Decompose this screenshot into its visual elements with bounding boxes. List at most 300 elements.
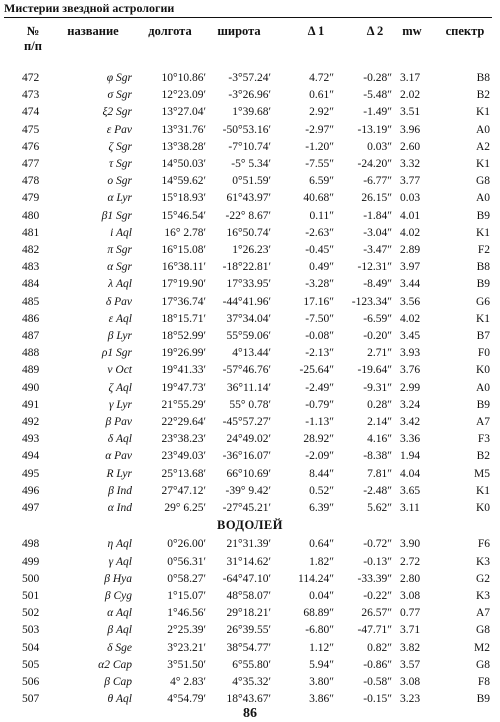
row-number: 492 [22, 416, 40, 428]
row-number: 482 [22, 244, 40, 256]
longitude: 2°25.39′ [167, 624, 206, 637]
delta-1: 0.52″ [309, 484, 334, 497]
star-name: β Hya [104, 572, 132, 585]
star-name: β Cyg [104, 590, 132, 602]
star-name: β Lyr [107, 330, 132, 342]
delta-1: 8.44″ [309, 467, 334, 480]
latitude: -3°57.24′ [228, 72, 271, 84]
delta-1: 28.92″ [303, 433, 334, 446]
longitude: 14°59.62′ [161, 175, 206, 188]
table-row [0, 674, 500, 691]
table-row [0, 466, 500, 483]
delta-2: -0.13″ [363, 555, 392, 568]
magnitude: 3.97 [400, 261, 421, 274]
delta-1: -2.97″ [305, 123, 334, 136]
row-number: 473 [22, 89, 40, 102]
delta-2: 0.28″ [367, 398, 392, 411]
delta-1: 3.80″ [309, 676, 334, 688]
row-number: 486 [22, 312, 40, 325]
delta-1: -2.49″ [305, 381, 334, 394]
longitude: 19°47.73′ [161, 381, 206, 394]
star-name: ε Pav [106, 123, 132, 136]
spectrum: A0 [475, 192, 490, 205]
star-name: δ Pav [105, 295, 132, 308]
star-name: η Aql [107, 538, 132, 551]
longitude: 29° 6.25′ [164, 502, 206, 514]
delta-2: -6.59″ [363, 312, 392, 325]
latitude: 38°54.77′ [226, 641, 271, 654]
magnitude: 2.80 [400, 572, 421, 585]
magnitude: 2.89 [400, 244, 421, 256]
magnitude: 3.71 [400, 624, 421, 637]
magnitude: 3.36 [400, 433, 421, 446]
magnitude: 3.96 [400, 123, 421, 136]
table-row [0, 208, 500, 225]
magnitude: 3.17 [400, 72, 421, 84]
latitude: -36°16.07′ [222, 450, 271, 463]
latitude: 55°59.06′ [226, 330, 271, 342]
delta-1: -2.09″ [305, 450, 334, 463]
row-number: 504 [22, 641, 40, 654]
section-title: ВОДОЛЕЙ [216, 518, 283, 533]
delta-2: 7.81″ [367, 467, 392, 480]
delta-2: -8.38″ [363, 450, 392, 463]
table-row [0, 397, 500, 414]
star-name: i Aql [110, 226, 132, 239]
magnitude: 4.02 [400, 226, 421, 239]
longitude: 22°29.64′ [161, 416, 206, 428]
delta-2: -9.31″ [363, 381, 392, 394]
spectrum: K3 [475, 555, 490, 568]
table-row [0, 622, 500, 639]
header-name: название [67, 24, 119, 38]
magnitude: 0.03 [400, 192, 421, 205]
longitude: 12°23.09′ [161, 89, 206, 102]
star-name: δ Aql [107, 433, 132, 446]
table-row [0, 294, 500, 311]
delta-2: 2.71″ [367, 347, 392, 360]
delta-1: -7.55″ [305, 158, 334, 170]
magnitude: 3.23 [400, 693, 421, 706]
table-row [0, 448, 500, 465]
latitude: 24°49.02′ [226, 433, 271, 446]
spectrum: G8 [475, 658, 490, 671]
latitude: 16°50.74′ [226, 226, 271, 239]
row-number: 489 [22, 364, 40, 377]
latitude: 36°11.14′ [226, 381, 271, 394]
delta-2: -0.22″ [363, 590, 392, 602]
spectrum: B2 [476, 450, 490, 463]
delta-1: 0.49″ [309, 261, 334, 274]
spectrum: B8 [476, 72, 490, 84]
row-number: 472 [22, 72, 40, 84]
row-number: 491 [22, 398, 40, 411]
latitude: -5° 5.34′ [231, 158, 271, 170]
delta-1: 0.64″ [309, 538, 334, 551]
delta-2: -2.48″ [363, 484, 392, 497]
spectrum: G8 [475, 624, 490, 637]
latitude: -22° 8.67′ [225, 209, 271, 222]
delta-1: -0.45″ [305, 244, 334, 256]
row-number: 481 [22, 226, 40, 239]
star-name: β Ind [108, 484, 132, 497]
spectrum: F6 [477, 538, 490, 551]
magnitude: 3.08 [400, 590, 421, 602]
header-spectrum: спектр [445, 24, 485, 38]
table-row [0, 605, 500, 622]
star-name: γ Lyr [108, 398, 132, 411]
star-name: φ Sgr [106, 72, 132, 84]
latitude: 18°43.67′ [226, 693, 271, 706]
longitude: 21°55.29′ [161, 398, 206, 411]
delta-1: -0.79″ [305, 398, 334, 411]
longitude: 0°26.00′ [167, 538, 206, 551]
row-number: 480 [22, 209, 40, 222]
star-name: α Ind [107, 502, 132, 514]
longitude: 14°50.03′ [161, 158, 206, 170]
delta-2: -6.77″ [363, 175, 392, 188]
longitude: 4° 2.83′ [170, 676, 206, 688]
longitude: 3°23.21′ [167, 641, 206, 654]
longitude: 27°47.12′ [161, 484, 206, 497]
latitude: -45°57.27′ [222, 416, 271, 428]
longitude: 0°56.31′ [167, 555, 206, 568]
delta-2: 26.57″ [361, 607, 392, 620]
magnitude: 3.42 [400, 416, 421, 428]
longitude: 4°54.79′ [167, 693, 206, 706]
spectrum: K1 [475, 158, 490, 170]
row-number: 477 [22, 158, 40, 170]
longitude: 18°15.71′ [161, 312, 206, 325]
delta-2: 0.82″ [367, 641, 392, 654]
delta-2: 26.15″ [361, 192, 392, 205]
magnitude: 3.11 [400, 502, 420, 514]
magnitude: 3.45 [400, 330, 421, 342]
delta-2: -33.39″ [357, 572, 392, 585]
row-number: 474 [22, 106, 40, 119]
delta-2: -0.58″ [363, 676, 392, 688]
spectrum: A0 [475, 381, 490, 394]
latitude: 4°13.44′ [232, 347, 271, 360]
longitude: 23°49.03′ [161, 450, 206, 463]
star-name: ρ1 Sgr [101, 347, 132, 360]
latitude: -64°47.10′ [222, 572, 271, 585]
header-delta1: Δ 1 [307, 24, 325, 38]
magnitude: 2.60 [400, 140, 421, 153]
table-row [0, 414, 500, 431]
longitude: 13°31.76′ [161, 123, 206, 136]
delta-2: -3.47″ [363, 244, 392, 256]
table-row [0, 122, 500, 139]
latitude: -3°26.96′ [228, 89, 271, 102]
star-name: α Pav [105, 450, 132, 463]
row-number: 500 [22, 572, 40, 585]
star-name: π Sgr [107, 244, 132, 256]
row-number: 505 [22, 658, 40, 671]
longitude: 25°13.68′ [161, 467, 206, 480]
delta-1: 2.92″ [309, 106, 334, 119]
longitude: 15°18.93′ [161, 192, 206, 205]
magnitude: 2.72 [400, 555, 421, 568]
row-number: 498 [22, 538, 40, 551]
longitude: 18°52.99′ [161, 330, 206, 342]
row-number: 487 [22, 330, 40, 342]
row-number: 497 [22, 502, 40, 514]
delta-1: -7.50″ [305, 312, 334, 325]
latitude: 0°51.59′ [232, 175, 271, 188]
longitude: 13°27.04′ [161, 106, 206, 119]
star-name: β Pav [105, 416, 132, 428]
longitude: 23°38.23′ [161, 433, 206, 446]
spectrum: K1 [475, 484, 490, 497]
spectrum: K0 [475, 502, 490, 514]
delta-1: 5.94″ [309, 658, 334, 671]
latitude: 61°43.97′ [226, 192, 271, 205]
spectrum: B7 [476, 330, 490, 342]
latitude: 4°35.32′ [232, 676, 271, 688]
longitude: 16°38.11′ [161, 261, 206, 274]
table-row [0, 328, 500, 345]
latitude: -18°22.81′ [222, 261, 271, 274]
magnitude: 3.32 [400, 158, 421, 170]
table-row [0, 173, 500, 190]
spectrum: B2 [476, 89, 490, 102]
row-number: 502 [22, 607, 40, 620]
row-number: 479 [22, 192, 40, 205]
row-number: 476 [22, 140, 40, 153]
latitude: 37°34.04′ [226, 312, 271, 325]
spectrum: K1 [475, 312, 490, 325]
delta-1: -25.64″ [299, 364, 334, 377]
delta-2: 2.14″ [367, 416, 392, 428]
row-number: 475 [22, 123, 40, 136]
table-row [0, 225, 500, 242]
delta-2: -5.48″ [363, 89, 392, 102]
magnitude: 3.82 [400, 641, 421, 654]
delta-1: -2.13″ [305, 347, 334, 360]
header-longitude: долгота [148, 24, 192, 38]
row-number: 493 [22, 433, 40, 446]
table-row [0, 657, 500, 674]
header-mw: mw [402, 24, 422, 38]
table-row [0, 483, 500, 500]
magnitude: 3.08 [400, 676, 421, 688]
table-row [0, 70, 500, 87]
table-row [0, 554, 500, 571]
latitude: 1°39.68′ [232, 106, 271, 119]
row-number: 478 [22, 175, 40, 188]
delta-2: -1.84″ [363, 209, 392, 222]
delta-1: -1.13″ [305, 416, 334, 428]
delta-2: -13.19″ [357, 123, 392, 136]
latitude: 21°31.39′ [226, 538, 271, 551]
magnitude: 3.76 [400, 364, 421, 377]
table-row [0, 345, 500, 362]
spectrum: F8 [477, 676, 490, 688]
row-number: 496 [22, 484, 40, 497]
row-number: 507 [22, 693, 40, 706]
table-row [0, 588, 500, 605]
star-name: β Aql [107, 624, 132, 637]
spectrum: K1 [475, 226, 490, 239]
magnitude: 3.77 [400, 175, 421, 188]
longitude: 0°58.27′ [167, 572, 206, 585]
row-number: 499 [22, 555, 40, 568]
delta-2: 4.16″ [367, 433, 392, 446]
magnitude: 1.94 [400, 450, 421, 463]
magnitude: 2.99 [400, 381, 421, 394]
delta-2: -123.34″ [351, 295, 392, 308]
latitude: 6°55.80′ [232, 658, 271, 671]
table-row [0, 571, 500, 588]
delta-1: 1.82″ [309, 555, 334, 568]
spectrum: F3 [477, 433, 490, 446]
table-row [0, 311, 500, 328]
latitude: -44°41.96′ [222, 295, 271, 308]
spectrum: A7 [475, 607, 490, 620]
star-name: β1 Sgr [101, 209, 132, 222]
page-number: 86 [243, 706, 257, 721]
magnitude: 3.65 [400, 484, 421, 497]
latitude: -7°10.74′ [228, 140, 271, 153]
star-name: λ Aql [108, 278, 132, 291]
delta-2: -0.15″ [363, 693, 392, 706]
star-name: ε Aql [108, 312, 132, 325]
latitude: -39° 9.42′ [225, 484, 271, 497]
delta-1: 17.16″ [303, 295, 334, 308]
longitude: 17°19.90′ [161, 278, 206, 291]
row-number: 484 [22, 278, 40, 291]
magnitude: 3.24 [400, 398, 421, 411]
delta-1: -2.63″ [305, 226, 334, 239]
spectrum: B9 [476, 278, 490, 291]
delta-2: -3.04″ [363, 226, 392, 239]
delta-2: 5.62″ [367, 502, 392, 514]
magnitude: 3.56 [400, 295, 421, 308]
latitude: -57°46.76′ [222, 364, 271, 377]
star-name: ζ Sgr [108, 140, 132, 153]
table-row [0, 190, 500, 207]
delta-1: -0.08″ [305, 330, 334, 342]
latitude: -50°53.16′ [222, 123, 271, 136]
spectrum: A7 [475, 416, 490, 428]
delta-1: 68.89″ [303, 607, 334, 620]
row-number: 490 [22, 381, 40, 394]
longitude: 3°51.50′ [167, 658, 206, 671]
delta-1: 0.11″ [309, 209, 334, 222]
table-row [0, 380, 500, 397]
latitude: -27°45.21′ [222, 502, 271, 514]
table-row [0, 87, 500, 104]
delta-2: -1.49″ [363, 106, 392, 119]
star-name: β Cap [104, 676, 132, 688]
magnitude: 3.57 [400, 658, 421, 671]
header-delta2: Δ 2 [366, 24, 384, 38]
row-number: 503 [22, 624, 40, 637]
spectrum: K0 [475, 364, 490, 377]
delta-2: -0.86″ [363, 658, 392, 671]
longitude: 1°15.07′ [167, 590, 206, 602]
latitude: 31°14.62′ [226, 555, 271, 568]
row-number: 485 [22, 295, 40, 308]
spectrum: F2 [477, 244, 490, 256]
magnitude: 4.01 [400, 209, 421, 222]
spectrum: G2 [475, 572, 490, 585]
table-row [0, 156, 500, 173]
delta-1: 0.61″ [309, 89, 334, 102]
delta-1: 3.86″ [309, 693, 334, 706]
star-name: ο Sgr [107, 175, 132, 188]
delta-2: -12.31″ [357, 261, 392, 274]
latitude: 1°26.23′ [232, 244, 271, 256]
table-row [0, 640, 500, 657]
star-name: α Aql [107, 607, 132, 620]
longitude: 16° 2.78′ [164, 226, 206, 239]
row-number: 501 [22, 590, 40, 602]
row-number: 488 [22, 347, 40, 360]
delta-1: 1.12″ [309, 641, 334, 654]
delta-1: 6.39″ [309, 502, 334, 514]
magnitude: 3.51 [400, 106, 421, 119]
star-name: γ Aql [108, 555, 132, 568]
star-name: ν Oct [107, 364, 132, 377]
delta-2: -24.20″ [357, 158, 392, 170]
delta-2: -19.64″ [357, 364, 392, 377]
delta-1: 0.04″ [309, 590, 334, 602]
magnitude: 4.04 [400, 467, 421, 480]
star-name: δ Sge [107, 641, 132, 654]
spectrum: F0 [477, 347, 490, 360]
header-latitude: широта [217, 24, 261, 38]
table-row [0, 536, 500, 553]
table-row [0, 104, 500, 121]
table-row [0, 362, 500, 379]
magnitude: 2.02 [400, 89, 421, 102]
latitude: 17°33.95′ [226, 278, 271, 291]
spectrum: M5 [474, 467, 490, 480]
star-name: σ Sgr [107, 89, 132, 102]
star-name: α Lyr [107, 192, 132, 205]
spectrum: B9 [476, 209, 490, 222]
delta-2: -47.71″ [357, 624, 392, 637]
latitude: 48°58.07′ [226, 590, 271, 602]
running-head: Мистерии звездной астрологии [4, 1, 492, 18]
table-row [0, 259, 500, 276]
star-name: α Sgr [107, 261, 132, 274]
delta-1: 4.72″ [309, 72, 334, 84]
longitude: 17°36.74′ [161, 295, 206, 308]
spectrum: A0 [475, 123, 490, 136]
row-number: 506 [22, 676, 40, 688]
star-name: θ Aql [107, 693, 132, 706]
row-number: 495 [22, 467, 40, 480]
spectrum: A2 [475, 140, 490, 153]
magnitude: 3.93 [400, 347, 421, 360]
row-number: 483 [22, 261, 40, 274]
longitude: 19°41.33′ [161, 364, 206, 377]
magnitude: 3.44 [400, 278, 421, 291]
spectrum: B9 [476, 398, 490, 411]
delta-1: 6.59″ [309, 175, 334, 188]
table-header [0, 24, 500, 64]
magnitude: 4.02 [400, 312, 421, 325]
delta-1: -1.20″ [305, 140, 334, 153]
spectrum: B8 [476, 261, 490, 274]
star-name: R Lyr [106, 467, 132, 480]
spectrum: K1 [475, 106, 490, 119]
delta-2: 0.03″ [367, 140, 392, 153]
table-row [0, 500, 500, 517]
